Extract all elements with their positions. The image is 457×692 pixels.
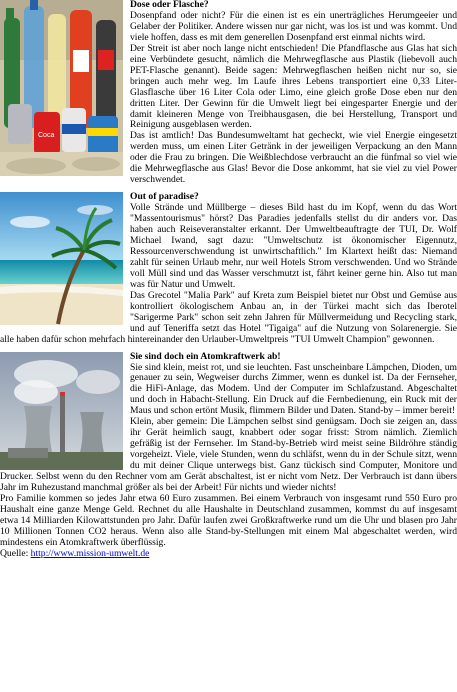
source-label: Quelle: bbox=[0, 547, 31, 559]
paragraph: Dosenpfand oder nicht? Für die einen ist es ein unerträgliches Herumgeeier und Gelaber der Politiker. Andere wissen nur gar nicht, was los ist und was kommt. Und viele hoffen, dass es mit dem generellen Dosenpfand erst einmal nichts wird. bbox=[130, 9, 457, 43]
paragraph: Das ist amtlich! Das Bundesumweltamt hat gecheckt, wie viel Energie eingesetzt werden muss, um einen Liter Getränk in der jeweiligen Verpackung an den Mann oder die Frau zu bringen. Die Weißblechdose verbraucht an die fünfmal so viel wie die Mehrwegflasche aus Glas! Bevor die Dose ankommt, hat sie viel zu viel Power verschwendet. bbox=[130, 130, 457, 186]
section-dose-oder-flasche bbox=[0, 0, 457, 186]
cans-and-bottles-image bbox=[0, 0, 123, 176]
section-atomkraftwerk bbox=[0, 352, 457, 560]
power-plant-image bbox=[0, 352, 123, 470]
beach-image bbox=[0, 192, 123, 325]
paragraph: Der Streit ist aber noch lange nicht entschieden! Die Pfandflasche aus Glas hat sich eine Verbündete gesucht, nämlich die Mehrwegflasche aus Plastik (liebevoll auch PET-Flasche genannt). Beide sagen: Mehrwegflaschen heißen nicht nur so, sie bringen auch mehr weg. Im Laufe ihres Lebens transportiert eine 0,33 Liter-Glasflasche über 16 Liter Cola oder Limo, eine gleich große Dose eben nur den dritten Liter. Der Gewinn für die Umwelt liegt bei eingesparter Energie und der damit kleineren Menge von Treibhausgasen, die bei Herstellung, Transport und Reinigung ausgeblasen werden. bbox=[130, 42, 457, 131]
section-title: Sie sind doch ein Atomkraftwerk ab! bbox=[130, 350, 281, 362]
paragraph: Das Grecotel "Malia Park" auf Kreta zum Beispiel bietet nur Obst und Gemüse aus kontrolliert ökologischem Anbau an, in der Türkei macht sich das Iberotel "Sarigerme Park" schon seit zehn Jahren für Müllvermeidung und Recycling stark, und auf Teneriffa setzt das Hotel "Tigaiga" auf die Nutzung von Solarenergie. Sie alle haben dafür schon mehrfach hintereinander den Urlauber-Umweltpreis "TUI Umwelt Champion" gewonnen. bbox=[0, 289, 457, 345]
section-out-of-paradise bbox=[0, 192, 457, 345]
paragraph: Sie sind klein, meist rot, und sie leuchten. Fast unscheinbare Lämpchen, Dioden, um genauer zu sein, Wegweiser durchs Zimmer, wenn es dunkel ist. Da der Fernseher, die HiFi-Anlage, das Modem. Und der Computer im Schlafzustand. Abgeschaltet und doch in Habacht-Stellung. Ein Druck auf die Fernbedienung, ein Ruck mit der Maus und schon ertönt Musik, flimmern Bilder und Daten. Stand-by – immer bereit! bbox=[130, 361, 457, 417]
svg-text:Coca: Coca bbox=[38, 132, 55, 139]
source-line bbox=[0, 549, 457, 560]
paragraph: Volle Strände und Müllberge – dieses Bild hast du im Kopf, wenn du das Wort "Massentourismus" hörst? Das Paradies jedenfalls stellst du dir anders vor. Das haben auch Reiseveranstalter erkannt. Der Umweltbeauftragte der TUI, Dr. Wolf Michael Iwand, sagt dazu: "Umweltschutz ist ökonomischer Eigennutz, Ressourcenverschwendung ist unwirtschaftlich." Im Klartext heißt das: Niemand zahlt für seinen Urlaub mehr, nur weil Hotels Strom verschwenden. Und wo Strände voll Müll sind und das Wasser verschmutzt ist, fährt keiner gerne hin. Also tut man was für Natur und Umwelt. bbox=[130, 202, 457, 290]
section-title: Dose oder Flasche? bbox=[130, 0, 209, 10]
paragraph: Pro Familie kommen so jedes Jahr etwa 60 Euro zusammen. Bei einem Verbrauch von insgesamt rund 550 Euro pro Haushalt eine ganze Menge Geld. Rechnet du alle Haushalte in Deutschland zusammen, kommst du auf insgesamt etwa 14 Milliarden Kilowattstunden pro Jahr. Dafür laufen zwei Großkraftwerke rund um die Uhr und blasen pro Jahr 10 Millionen Tonnen CO2 heraus. Wenn also alle Stand-by-Stellungen mit einem Mal abgeschaltet werden, wird mindestens ein Atomkraftwerk überflüssig. bbox=[0, 492, 457, 548]
section-title: Out of paradise? bbox=[130, 191, 199, 203]
paragraph: Klein, aber gemein: Die Lämpchen selbst sind genügsam. Doch sie zeigen an, dass ihr Gerät heimlich saugt, knabbert oder sogar frisst: Strom nämlich. Ziemlich gefräßig ist der Fernseher. Im Stand-by-Betrieb wird meist seine Bildröhre ständig vorgeheizt. Viele, viele Stunden, wenn du schläfst, wenn du in der Schule sitzt, wenn du mit deiner Clique unterwegs bist. Ganz tückisch sind Computer, Monitore und Drucker. Selbst wenn du den Rechner vom am Gerät abschaltest, ist er nicht vom Netz. Der Verbrauch ist dann übers Jahr im Ruhezustand manchmal größer als bei der Arbeit! Für nichts und wieder nichts! bbox=[0, 416, 457, 493]
source-link[interactable]: http://www.mission-umwelt.de bbox=[30, 547, 150, 559]
